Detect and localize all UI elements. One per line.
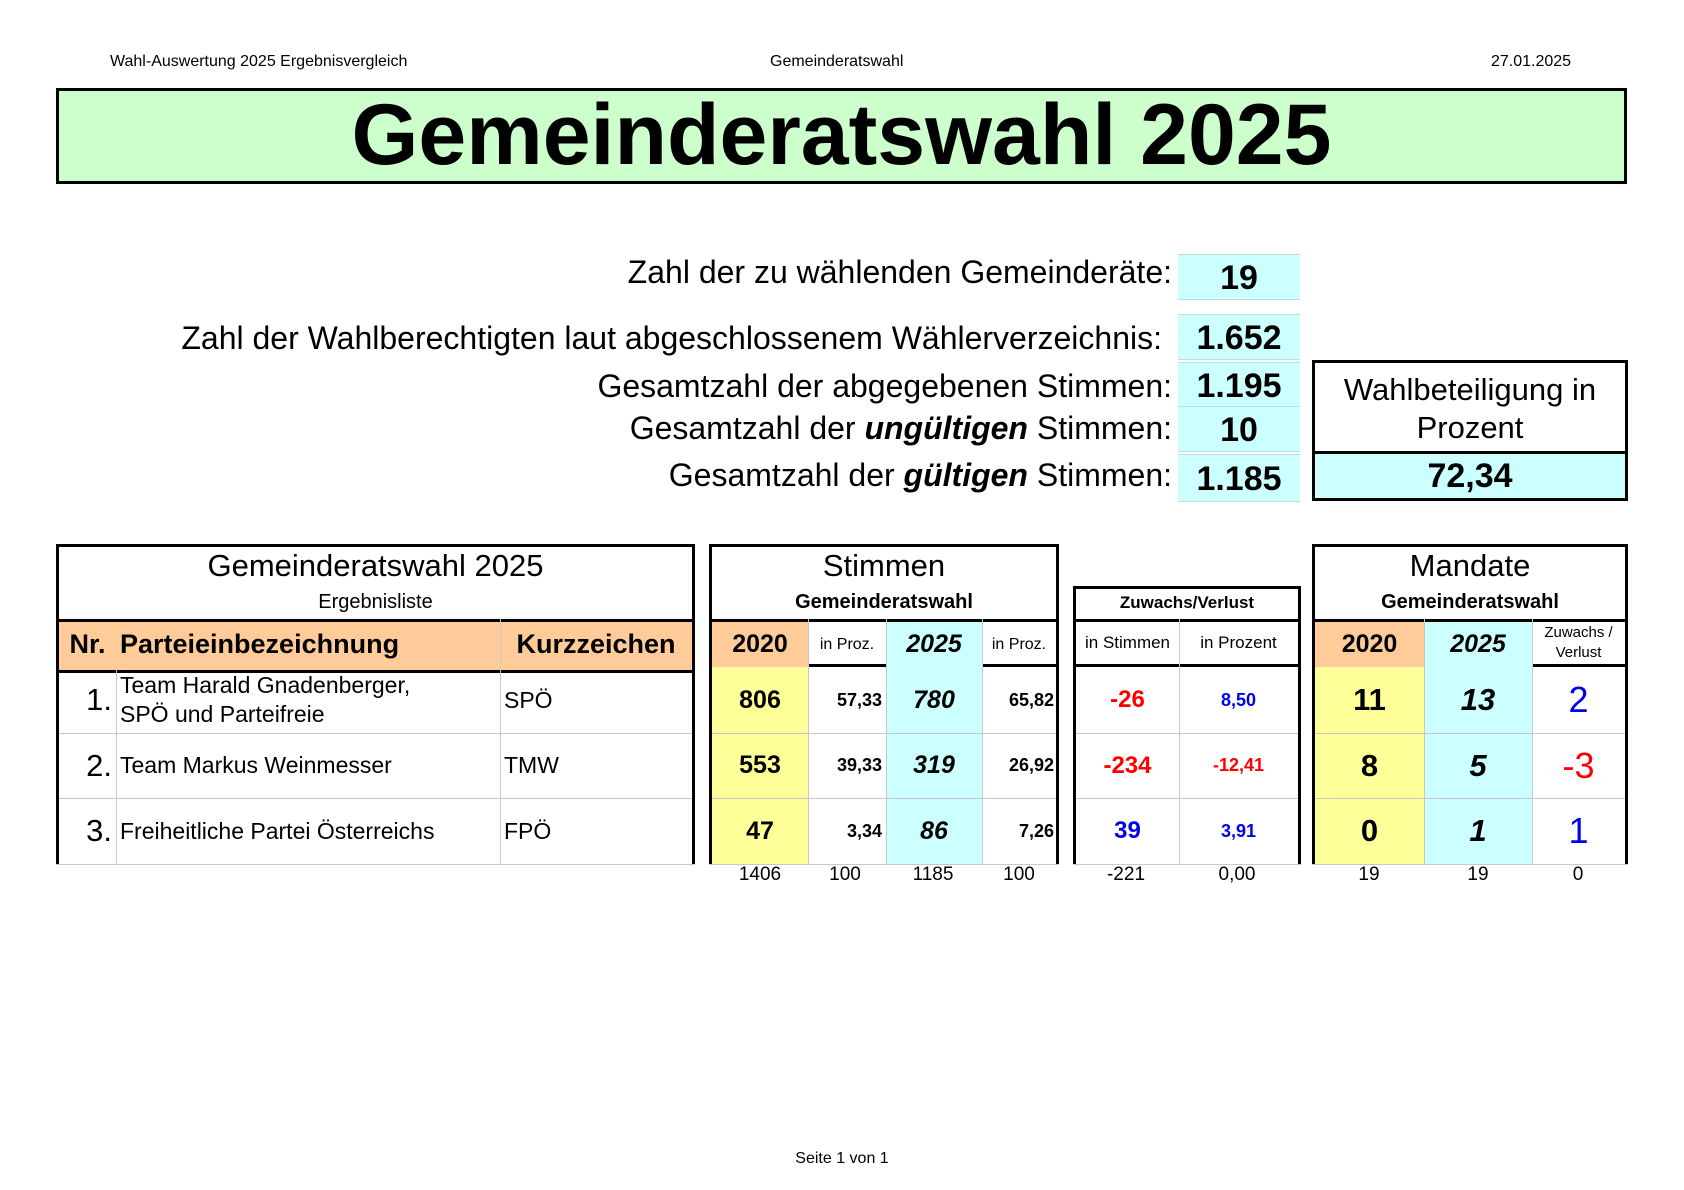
row-short: SPÖ <box>504 686 553 713</box>
change-col-votes: in Stimmen <box>1084 633 1171 652</box>
party-name-line1: Freiheitliche Partei Österreichs <box>120 817 435 844</box>
header-center: Gemeinderatswahl <box>770 53 904 70</box>
row-change-votes: -234 <box>1103 751 1152 779</box>
eligible-value: 1.652 <box>1178 314 1300 360</box>
column-divider <box>1179 619 1180 864</box>
valid-value: 1.185 <box>1178 454 1300 502</box>
total-m2025: 19 <box>1467 864 1489 885</box>
turnout-label: Wahlbeteiligung in Prozent <box>1312 360 1628 454</box>
votes-col-2025: 2025 <box>886 622 982 667</box>
row-mandates-change: 2 <box>1568 679 1589 720</box>
column-divider <box>1424 619 1425 864</box>
invalid-value: 10 <box>1178 406 1300 452</box>
mandates-title: Mandate <box>1409 548 1531 583</box>
row-pct-2025: 26,92 <box>1008 755 1054 775</box>
row-divider <box>1076 798 1298 799</box>
row-votes-2020: 47 <box>712 798 808 864</box>
results-title: Gemeinderatswahl 2025 <box>207 548 544 583</box>
row-nr: 3. <box>86 813 112 848</box>
votes-col-pct2020: in Proz. <box>819 635 875 653</box>
total-v2020: 1406 <box>738 864 782 885</box>
change-col-pct: in Prozent <box>1200 633 1277 652</box>
page-title: Gemeinderatswahl 2025 <box>56 88 1627 184</box>
votes-title: Stimmen <box>822 548 946 583</box>
mandates-col-2025: 2025 <box>1424 622 1532 667</box>
mandates-col-2020: 2020 <box>1315 622 1424 667</box>
column-divider <box>886 619 887 864</box>
total-dm: 0 <box>1572 864 1584 885</box>
valid-label: Gesamtzahl der gültigen Stimmen: <box>668 457 1172 493</box>
row-votes-2025: 780 <box>886 667 982 733</box>
total-dv: -221 <box>1106 864 1146 885</box>
votes-subtitle: Gemeinderatswahl <box>795 591 973 613</box>
results-subtitle: Ergebnisliste <box>318 591 433 613</box>
column-divider <box>116 667 117 864</box>
party-name-line2: SPÖ und Parteifreie <box>120 701 325 727</box>
party-name-line1: Team Markus Weinmesser <box>120 752 392 778</box>
column-divider <box>808 619 809 864</box>
cast-value: 1.195 <box>1178 362 1300 408</box>
row-votes-2020: 553 <box>712 733 808 798</box>
row-mandates-2025: 5 <box>1424 733 1532 798</box>
row-divider <box>712 798 1056 799</box>
row-divider <box>1315 798 1625 799</box>
row-party-name <box>120 733 500 798</box>
row-change-pct: 8,50 <box>1220 689 1257 710</box>
row-mandates-2020: 0 <box>1315 798 1424 864</box>
table-bottom-line <box>56 864 695 865</box>
turnout-value: 72,34 <box>1312 451 1628 501</box>
invalid-label: Gesamtzahl der ungültigen Stimmen: <box>629 410 1172 446</box>
row-pct-2020: 3,34 <box>846 820 882 841</box>
total-v2025: 1185 <box>912 864 954 885</box>
row-short: FPÖ <box>504 817 552 844</box>
votes-col-2020: 2020 <box>712 622 808 667</box>
row-votes-2020: 806 <box>712 667 808 733</box>
row-change-votes: 39 <box>1114 817 1141 844</box>
row-pct-2020: 39,33 <box>836 755 882 775</box>
header-date: 27.01.2025 <box>1491 53 1572 70</box>
total-m2020: 19 <box>1358 864 1380 885</box>
eligible-label: Zahl der Wahlberechtigten laut abgeschlossenem Wählerverzeichnis: <box>181 320 1162 356</box>
change-title: Zuwachs/Verlust <box>1119 593 1255 612</box>
row-divider <box>59 733 692 734</box>
col-short-header: Kurzzeichen <box>516 629 676 659</box>
seats-value: 19 <box>1178 254 1300 300</box>
col-nr-header: Nr. <box>69 629 106 659</box>
row-mandates-2025: 13 <box>1424 667 1532 733</box>
total-p2025: 100 <box>1003 864 1035 885</box>
total-dp: 0,00 <box>1218 864 1256 885</box>
column-divider <box>982 619 983 864</box>
cast-label: Gesamtzahl der abgegebenen Stimmen: <box>597 368 1172 404</box>
row-nr: 1. <box>86 682 112 717</box>
row-mandates-2020: 8 <box>1315 733 1424 798</box>
col-party-header: Parteieinbezeichnung <box>120 629 400 659</box>
row-pct-2020: 57,33 <box>836 689 882 710</box>
row-mandates-2025: 1 <box>1424 798 1532 864</box>
row-mandates-2020: 11 <box>1315 667 1424 733</box>
row-mandates-change: 1 <box>1568 810 1589 851</box>
column-divider <box>1532 619 1533 864</box>
votes-col-pct2025: in Proz. <box>991 635 1047 653</box>
row-pct-2025: 7,26 <box>1018 820 1054 841</box>
row-change-pct: -12,41 <box>1212 755 1265 775</box>
page-footer: Seite 1 von 1 <box>795 1150 889 1167</box>
row-short: TMW <box>504 752 559 778</box>
row-divider <box>59 798 692 799</box>
row-divider <box>712 733 1056 734</box>
seats-label: Zahl der zu wählenden Gemeinderäte: <box>627 254 1172 290</box>
total-p2020: 100 <box>829 864 861 885</box>
row-change-pct: 3,91 <box>1220 820 1257 841</box>
row-pct-2025: 65,82 <box>1008 689 1054 710</box>
mandates-subtitle: Gemeinderatswahl <box>1381 591 1559 613</box>
row-divider <box>1315 733 1625 734</box>
row-nr: 2. <box>86 747 112 783</box>
party-name-line1: Team Harald Gnadenberger, <box>120 672 411 698</box>
row-votes-2025: 319 <box>886 733 982 798</box>
row-change-votes: -26 <box>1110 686 1145 713</box>
row-party-name <box>120 798 500 864</box>
row-votes-2025: 86 <box>886 798 982 864</box>
row-mandates-change: -3 <box>1562 744 1595 786</box>
mandates-col-change: Zuwachs / Verlust <box>1544 624 1613 661</box>
header-left: Wahl-Auswertung 2025 Ergebnisvergleich <box>110 53 408 70</box>
column-divider <box>500 619 501 864</box>
row-divider <box>1076 733 1298 734</box>
row-party-name <box>120 667 500 733</box>
